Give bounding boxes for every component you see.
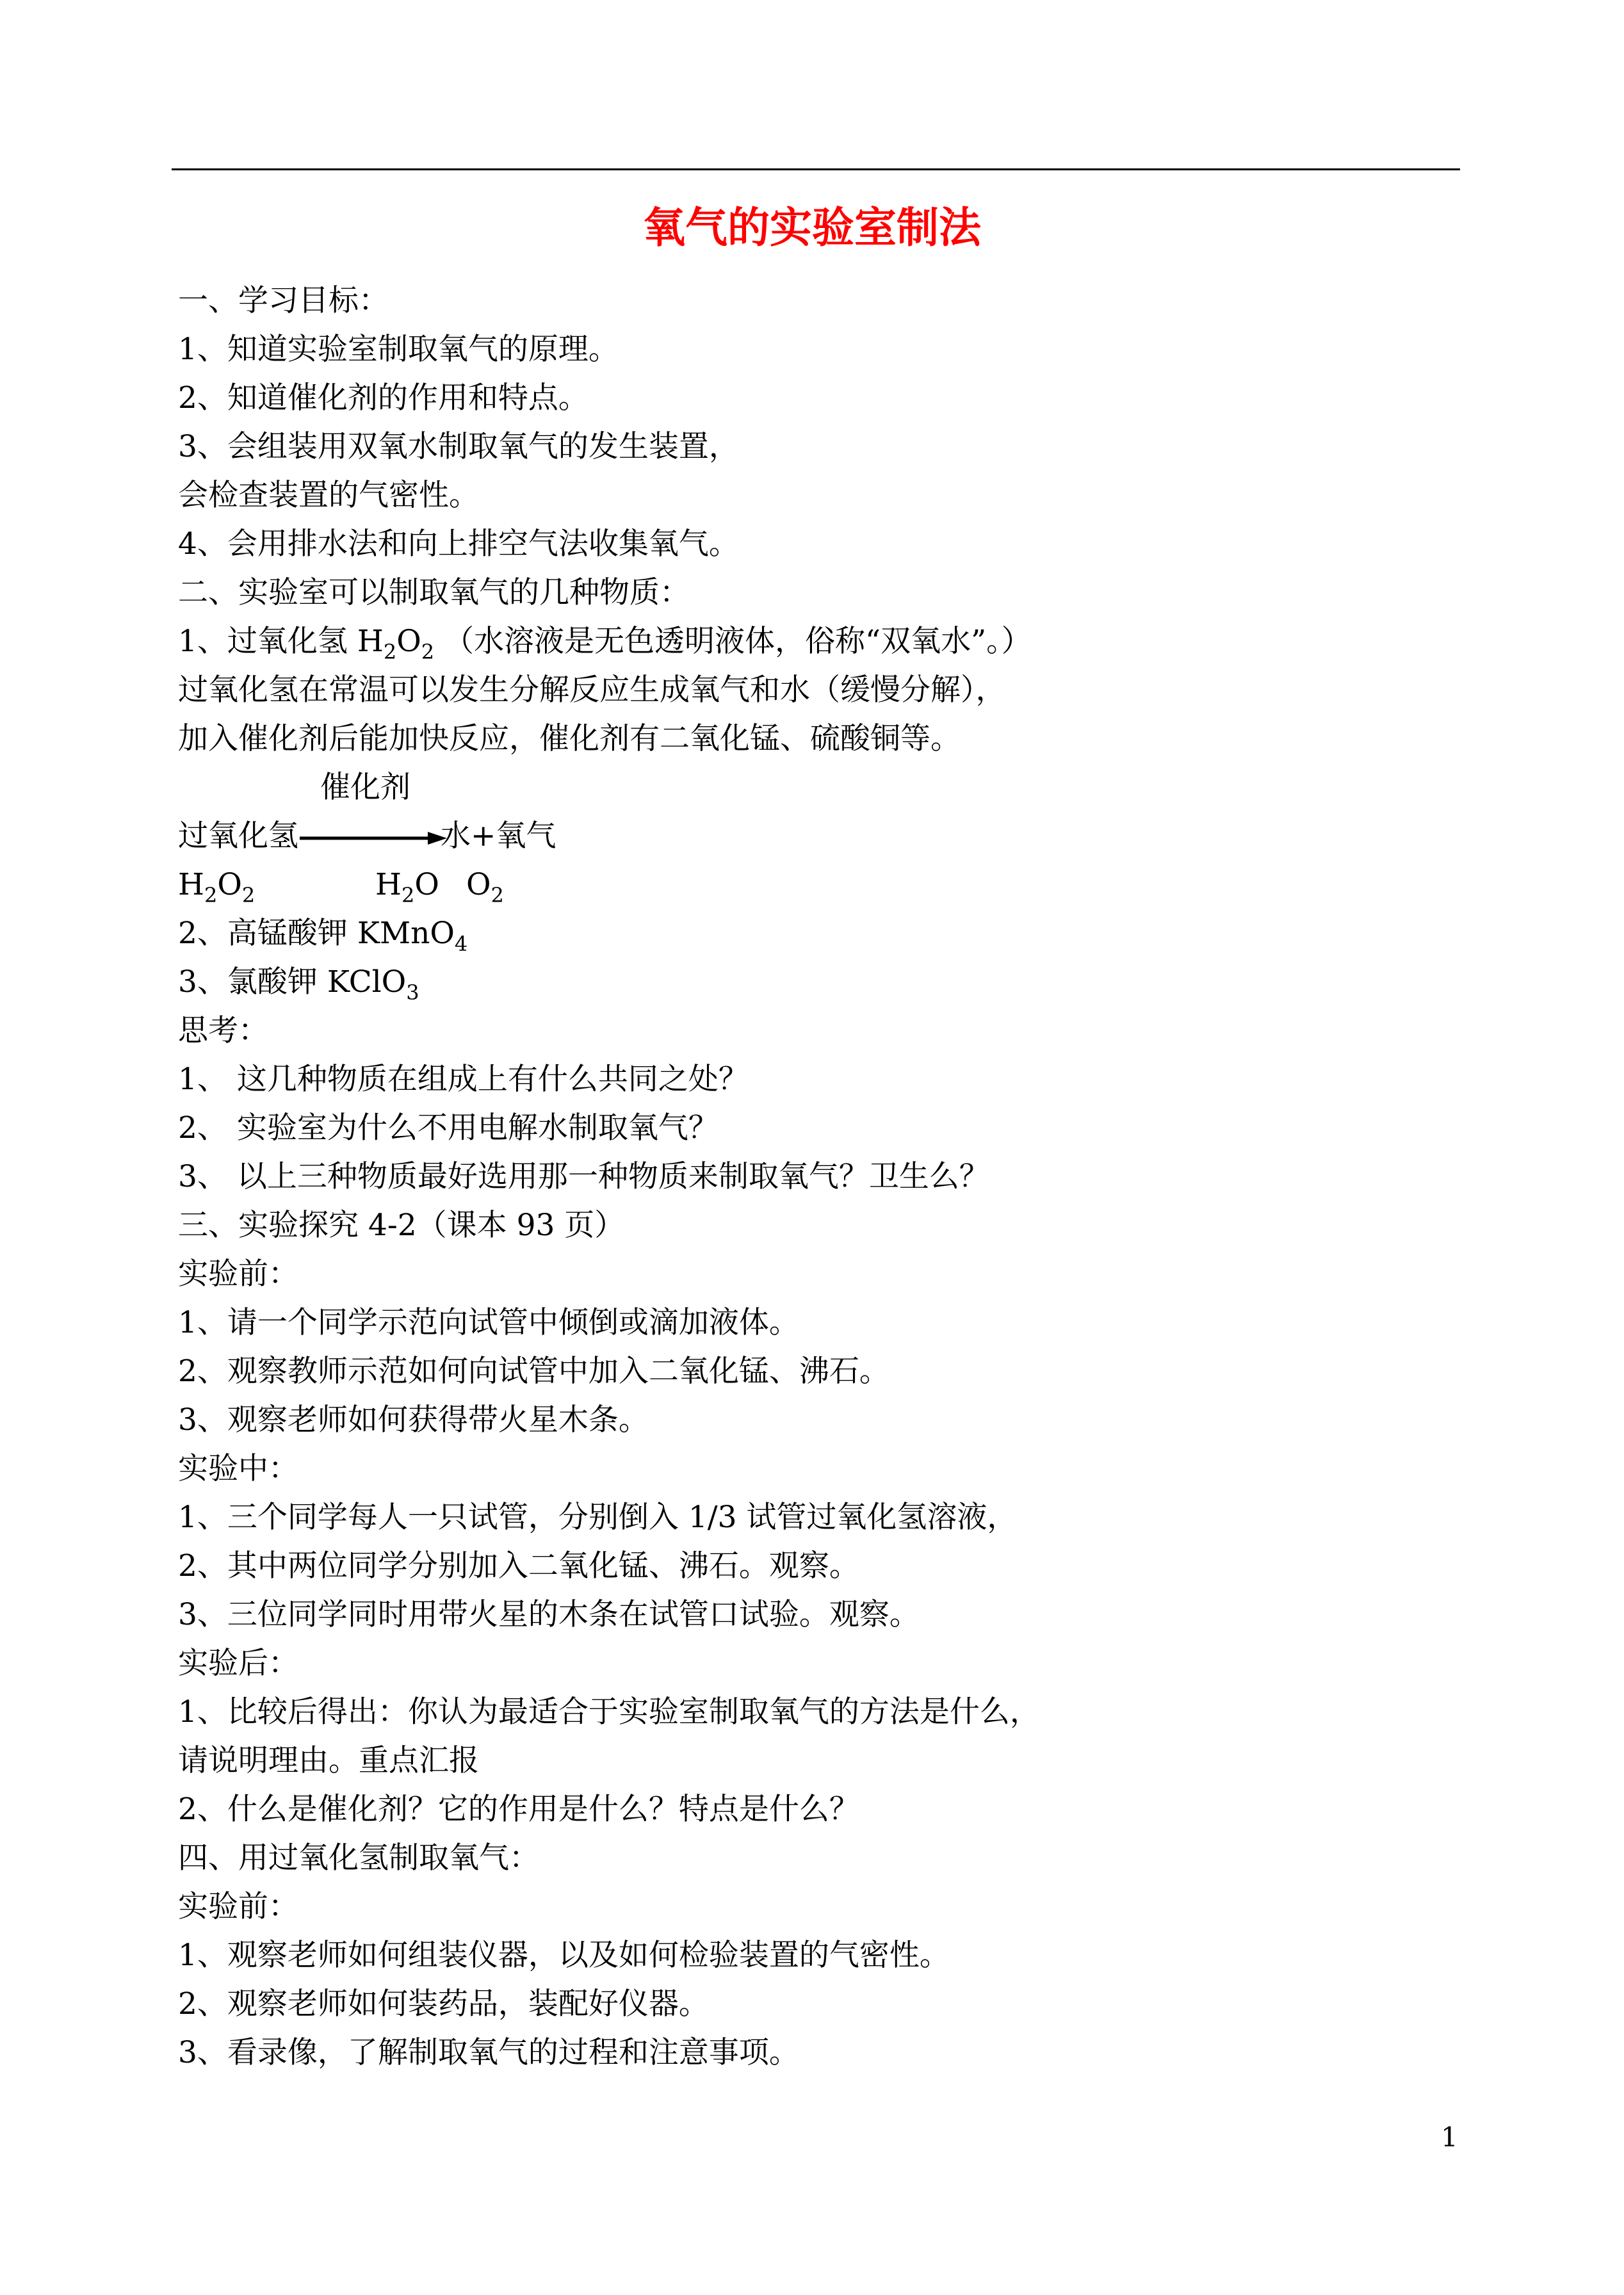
text: 3、氯酸钾 KClO: [178, 964, 407, 1000]
section-1-heading: 一、学习目标：: [178, 283, 389, 318]
text: O: [217, 867, 242, 902]
section-4-heading: 四、用过氧化氢制取氧气：: [178, 1840, 539, 1876]
formula-reactant: [178, 866, 255, 914]
list-item-continuation: 会检查装置的气密性。: [178, 478, 479, 513]
text: O: [466, 867, 491, 902]
subheading-before: 实验前：: [178, 1889, 298, 1924]
list-item: 1、比较后得出：你认为最适合于实验室制取氧气的方法是什么，: [178, 1694, 1040, 1730]
subscript: 2: [421, 640, 435, 664]
list-item-continuation: 请说明理由。重点汇报: [178, 1743, 479, 1778]
substance-potassium-permanganate: [178, 914, 467, 963]
page-number: 1: [1441, 2121, 1458, 2153]
list-item: 1、三个同学每人一只试管，分别倒入 1/3 试管过氧化氢溶液，: [178, 1500, 1018, 1535]
catalyst-label: 催化剂: [320, 770, 410, 805]
text: 2、高锰酸钾 KMnO: [178, 916, 455, 951]
subscript: 2: [241, 883, 256, 907]
formula-oxygen: [466, 866, 504, 914]
subscript: 3: [406, 980, 419, 1005]
list-item: 2、其中两位同学分别加入二氧化锰、沸石。观察。: [178, 1548, 859, 1584]
subheading-during: 实验中：: [178, 1451, 298, 1486]
section-3-heading: 三、实验探究 4-2（课本 93 页）: [178, 1208, 625, 1243]
list-item: 3、会组装用双氧水制取氧气的发生装置，: [178, 429, 739, 464]
paragraph: 加入催化剂后能加快反应，催化剂有二氧化锰、硫酸铜等。: [178, 721, 961, 756]
list-item: 2、知道催化剂的作用和特点。: [178, 380, 589, 416]
subscript: 2: [383, 640, 397, 664]
subscript: 2: [402, 883, 415, 907]
page-title: 氧气的实验室制法: [643, 202, 981, 252]
text: O: [414, 867, 439, 902]
text: H: [375, 867, 402, 902]
question: 1、 这几种物质在组成上有什么共同之处？: [178, 1062, 749, 1097]
think-heading: 思考：: [178, 1013, 268, 1048]
text: O: [396, 624, 421, 659]
formula-water: [375, 866, 439, 914]
paragraph: 过氧化氢在常温可以发生分解反应生成氧气和水（缓慢分解），: [178, 672, 1006, 708]
reactant-name: 过氧化氢: [178, 818, 298, 854]
list-item: 2、什么是催化剂？它的作用是什么？特点是什么？: [178, 1792, 859, 1827]
list-item: 2、观察老师如何装药品，装配好仪器。: [178, 1986, 709, 2022]
question: 3、 以上三种物质最好选用那一种物质来制取氧气？卫生么？: [178, 1159, 989, 1194]
question: 2、 实验室为什么不用电解水制取氧气？: [178, 1110, 719, 1146]
subheading-after: 实验后：: [178, 1646, 298, 1681]
text: H: [178, 867, 204, 902]
list-item: 1、知道实验室制取氧气的原理。: [178, 332, 619, 367]
products-name: 水+氧气: [441, 818, 556, 854]
reaction-arrow-icon: [300, 831, 447, 846]
substance-hydrogen-peroxide: [178, 622, 1032, 671]
section-2-heading: 二、实验室可以制取氧气的几种物质：: [178, 575, 690, 610]
subscript: 2: [491, 883, 504, 907]
subscript: 4: [454, 932, 468, 956]
list-item: 3、三位同学同时用带火星的木条在试管口试验。观察。: [178, 1597, 920, 1632]
text: 1、过氧化氢 H: [178, 624, 384, 659]
subheading-before: 实验前：: [178, 1256, 298, 1292]
list-item: 2、观察教师示范如何向试管中加入二氧化锰、沸石。: [178, 1354, 889, 1389]
list-item: 1、请一个同学示范向试管中倾倒或滴加液体。: [178, 1305, 799, 1340]
header-rule: [172, 168, 1460, 170]
subscript: 2: [204, 883, 218, 907]
list-item: 3、观察老师如何获得带火星木条。: [178, 1402, 649, 1438]
substance-potassium-chlorate: [178, 963, 419, 1012]
text: （水溶液是无色透明液体，俗称“双氧水”。）: [434, 624, 1032, 659]
list-item: 4、会用排水法和向上排空气法收集氧气。: [178, 526, 739, 562]
list-item: 3、看录像，了解制取氧气的过程和注意事项。: [178, 2035, 799, 2070]
list-item: 1、观察老师如何组装仪器，以及如何检验装置的气密性。: [178, 1938, 950, 1973]
